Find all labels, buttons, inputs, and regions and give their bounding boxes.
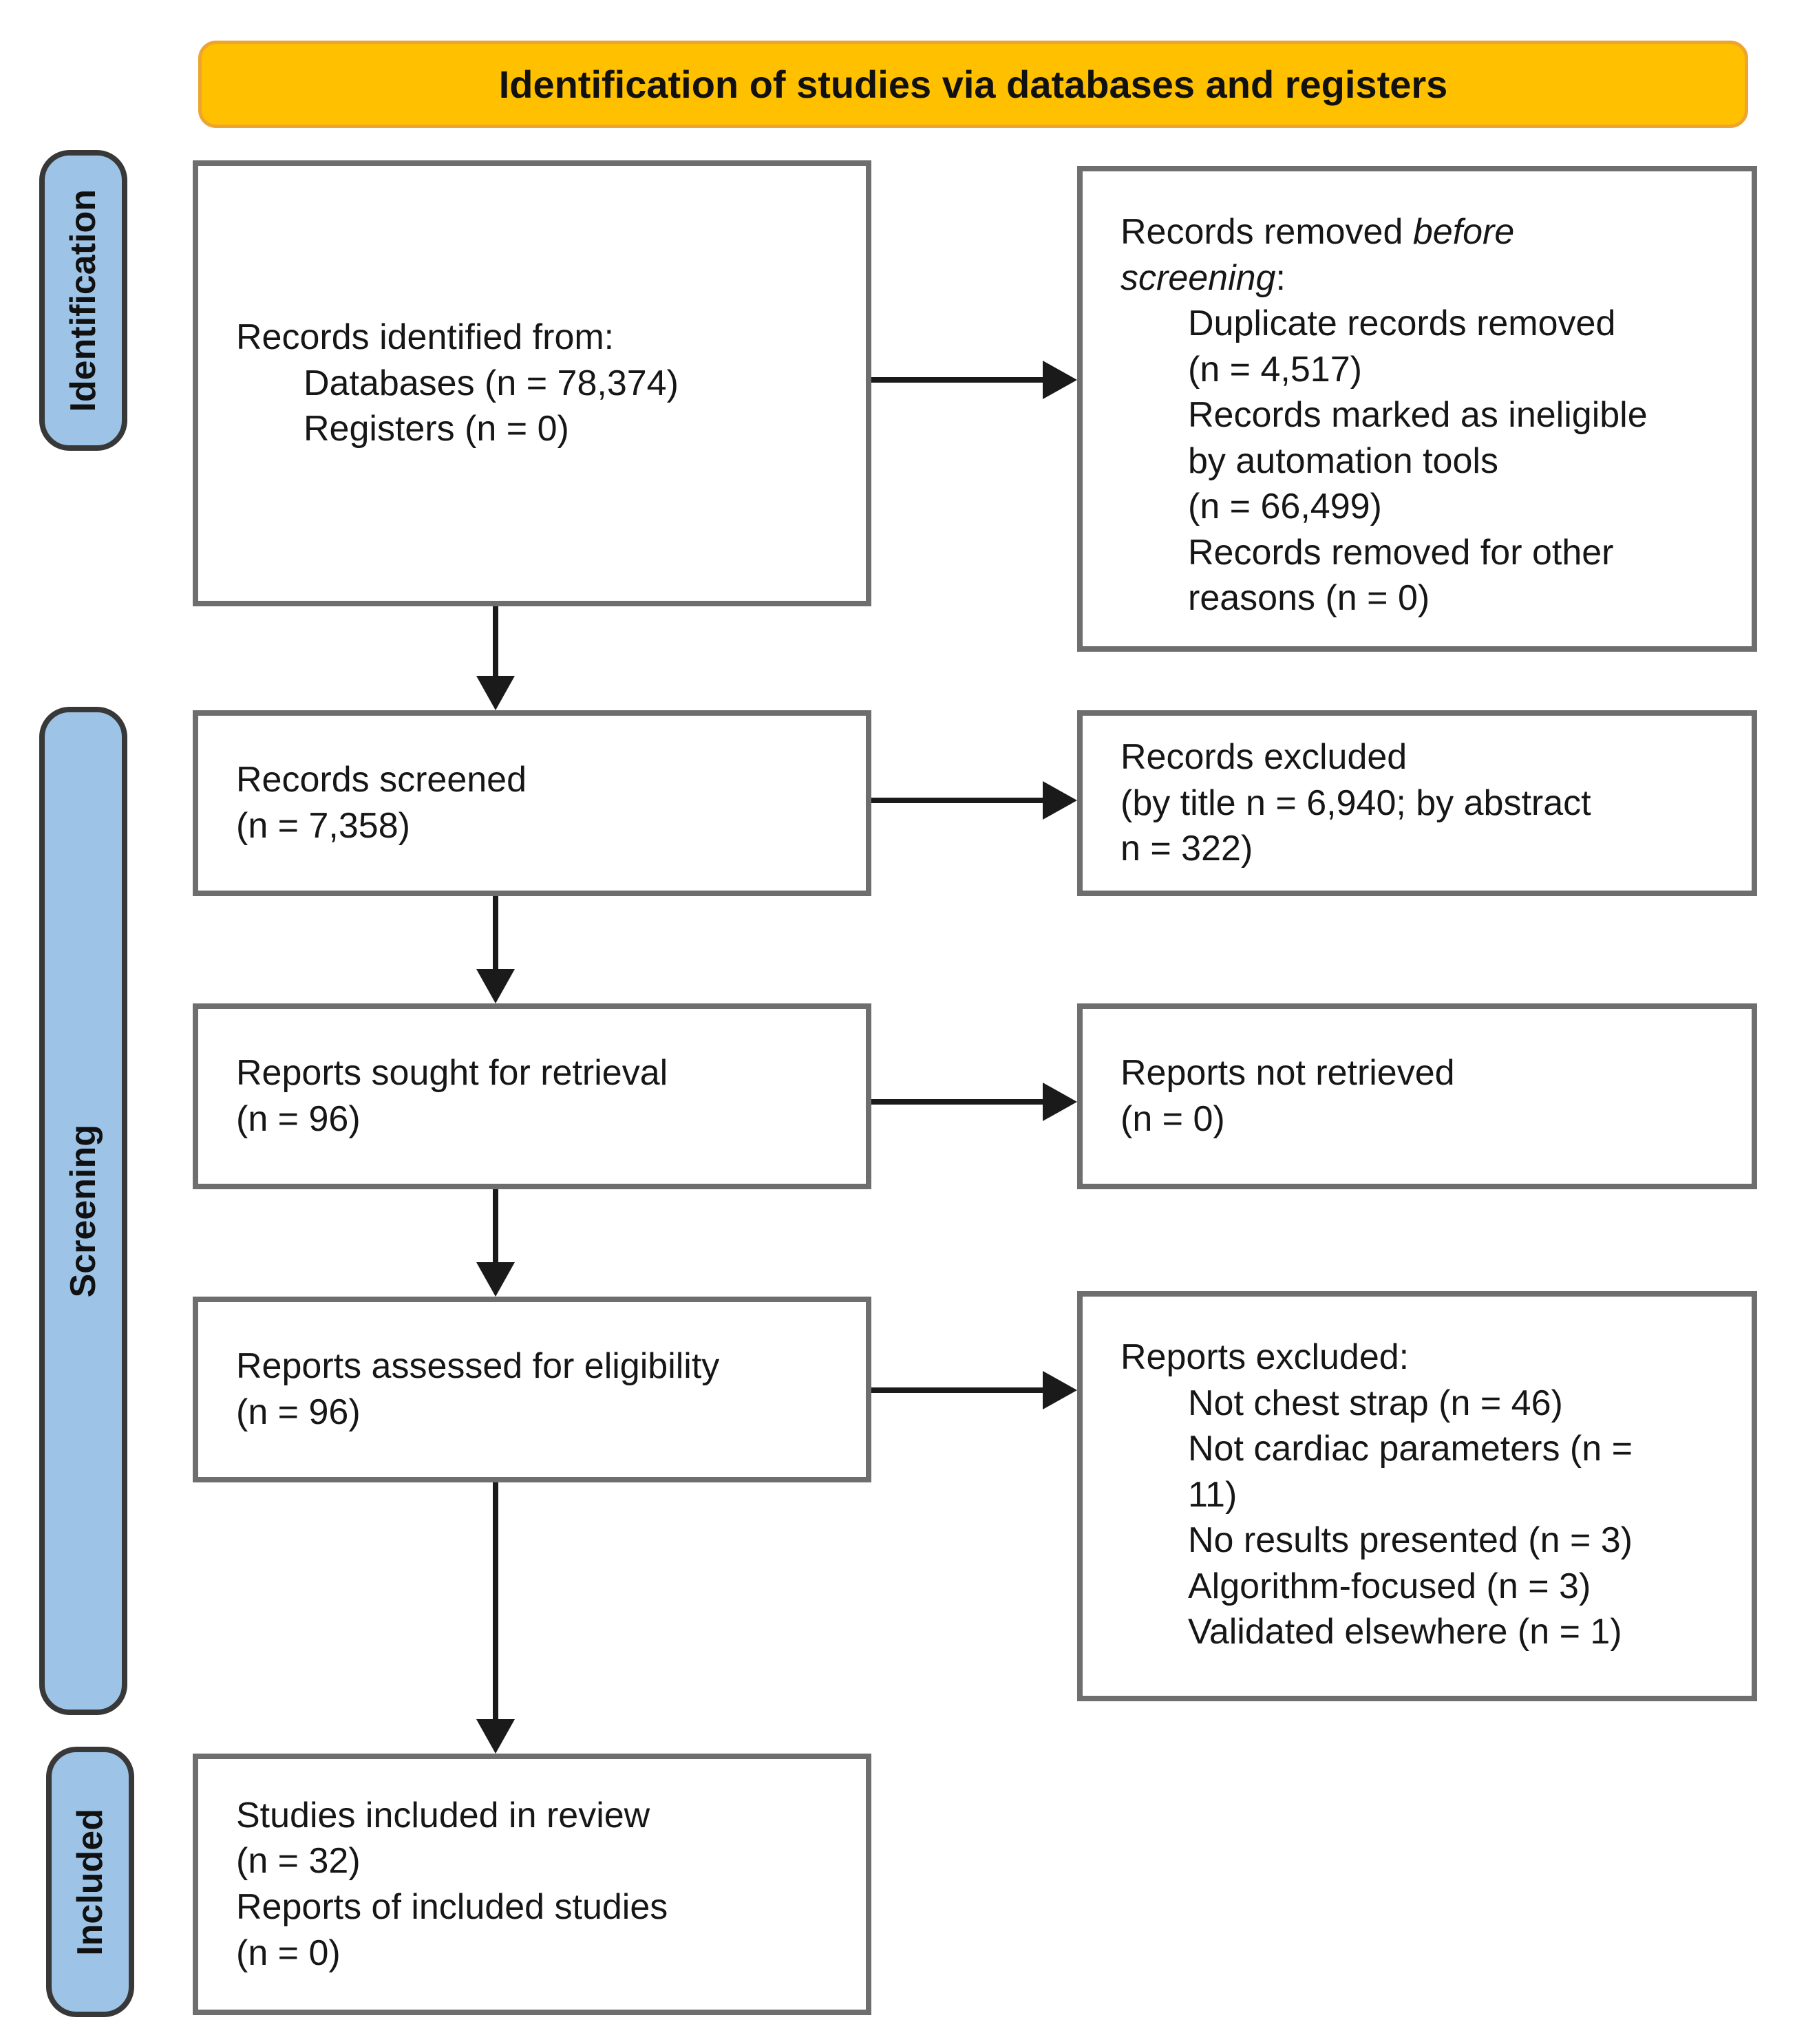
arrow-head-right-icon (1043, 781, 1077, 820)
text-line: n = 322) (1120, 829, 1253, 869)
arrow-head-down-icon (476, 969, 515, 1003)
arrow-head-right-icon (1043, 361, 1077, 399)
text-line: (n = 66,499) (1188, 487, 1382, 527)
box-reports-not-retrieved (1077, 1003, 1757, 1189)
text-line: by automation tools (1188, 440, 1498, 481)
text-line: Reports sought for retrieval (236, 1053, 668, 1094)
text-line: (n = 0) (236, 1933, 341, 1973)
box-reports-sought-for-retrieval (193, 1003, 871, 1189)
text-line: Not cardiac parameters (n = (1188, 1429, 1633, 1469)
text-line: Reports excluded: (1120, 1337, 1410, 1377)
arrow-line (871, 377, 1044, 383)
arrow-line (871, 1099, 1044, 1105)
text-line: Records screened (236, 760, 527, 800)
box-records-excluded (1077, 710, 1757, 896)
stage-label-text: Screening (63, 1124, 103, 1298)
text-line: Records removed for other (1188, 532, 1614, 573)
text-line: Records excluded (1120, 737, 1407, 778)
arrow-head-right-icon (1043, 1371, 1077, 1409)
arrow-line (871, 798, 1044, 803)
box-reports-assessed-for-eligibility (193, 1297, 871, 1482)
stage-label-included (46, 1747, 134, 2017)
stage-label-text: Identification (63, 189, 103, 412)
arrow-head-right-icon (1043, 1083, 1077, 1121)
title-banner (198, 41, 1748, 128)
text-line: Registers (n = 0) (304, 409, 569, 449)
text-line: Not chest strap (n = 46) (1188, 1383, 1563, 1423)
text-line: Studies included in review (236, 1795, 650, 1835)
text-line: (n = 0) (1120, 1099, 1225, 1139)
text-line: Records removed before (1120, 212, 1515, 252)
stage-label-text: Included (70, 1808, 110, 1956)
box-records-identified (193, 160, 871, 606)
text-line: Reports not retrieved (1120, 1053, 1455, 1094)
arrow-head-down-icon (476, 1719, 515, 1754)
text-line: Algorithm-focused (n = 3) (1188, 1566, 1591, 1606)
arrow-line (493, 1189, 498, 1262)
text-line: Duplicate records removed (1188, 304, 1616, 344)
arrow-head-down-icon (476, 1262, 515, 1297)
arrow-line (493, 1482, 498, 1719)
text-line: reasons (n = 0) (1188, 578, 1430, 619)
text-line: (by title n = 6,940; by abstract (1120, 783, 1591, 823)
stage-label-screening (39, 707, 127, 1715)
text-line: 11) (1188, 1474, 1237, 1515)
arrow-line (493, 606, 498, 676)
text-line: Reports of included studies (236, 1887, 668, 1927)
text-line: (n = 32) (236, 1841, 361, 1882)
box-records-removed-before-screening (1077, 166, 1757, 652)
arrow-head-down-icon (476, 676, 515, 710)
arrow-line (871, 1387, 1044, 1393)
text-line: Reports assessed for eligibility (236, 1346, 720, 1387)
text-line: No results presented (n = 3) (1188, 1520, 1633, 1561)
arrow-line (493, 896, 498, 969)
text-line: (n = 96) (236, 1099, 361, 1139)
text-line: Databases (n = 78,374) (304, 363, 679, 403)
text-line: screening: (1120, 257, 1286, 298)
box-studies-included-in-review (193, 1754, 871, 2015)
text-line: (n = 96) (236, 1392, 361, 1432)
text-line: (n = 7,358) (236, 806, 410, 846)
text-line: Records marked as ineligible (1188, 395, 1648, 436)
diagram-title: Identification of studies via databases and registers (498, 63, 1448, 106)
text-line: Records identified from: (236, 317, 615, 358)
box-reports-excluded (1077, 1291, 1757, 1701)
text-line: Validated elsewhere (n = 1) (1188, 1612, 1622, 1652)
stage-label-identification (39, 150, 127, 451)
text-line: (n = 4,517) (1188, 349, 1362, 390)
box-records-screened (193, 710, 871, 896)
